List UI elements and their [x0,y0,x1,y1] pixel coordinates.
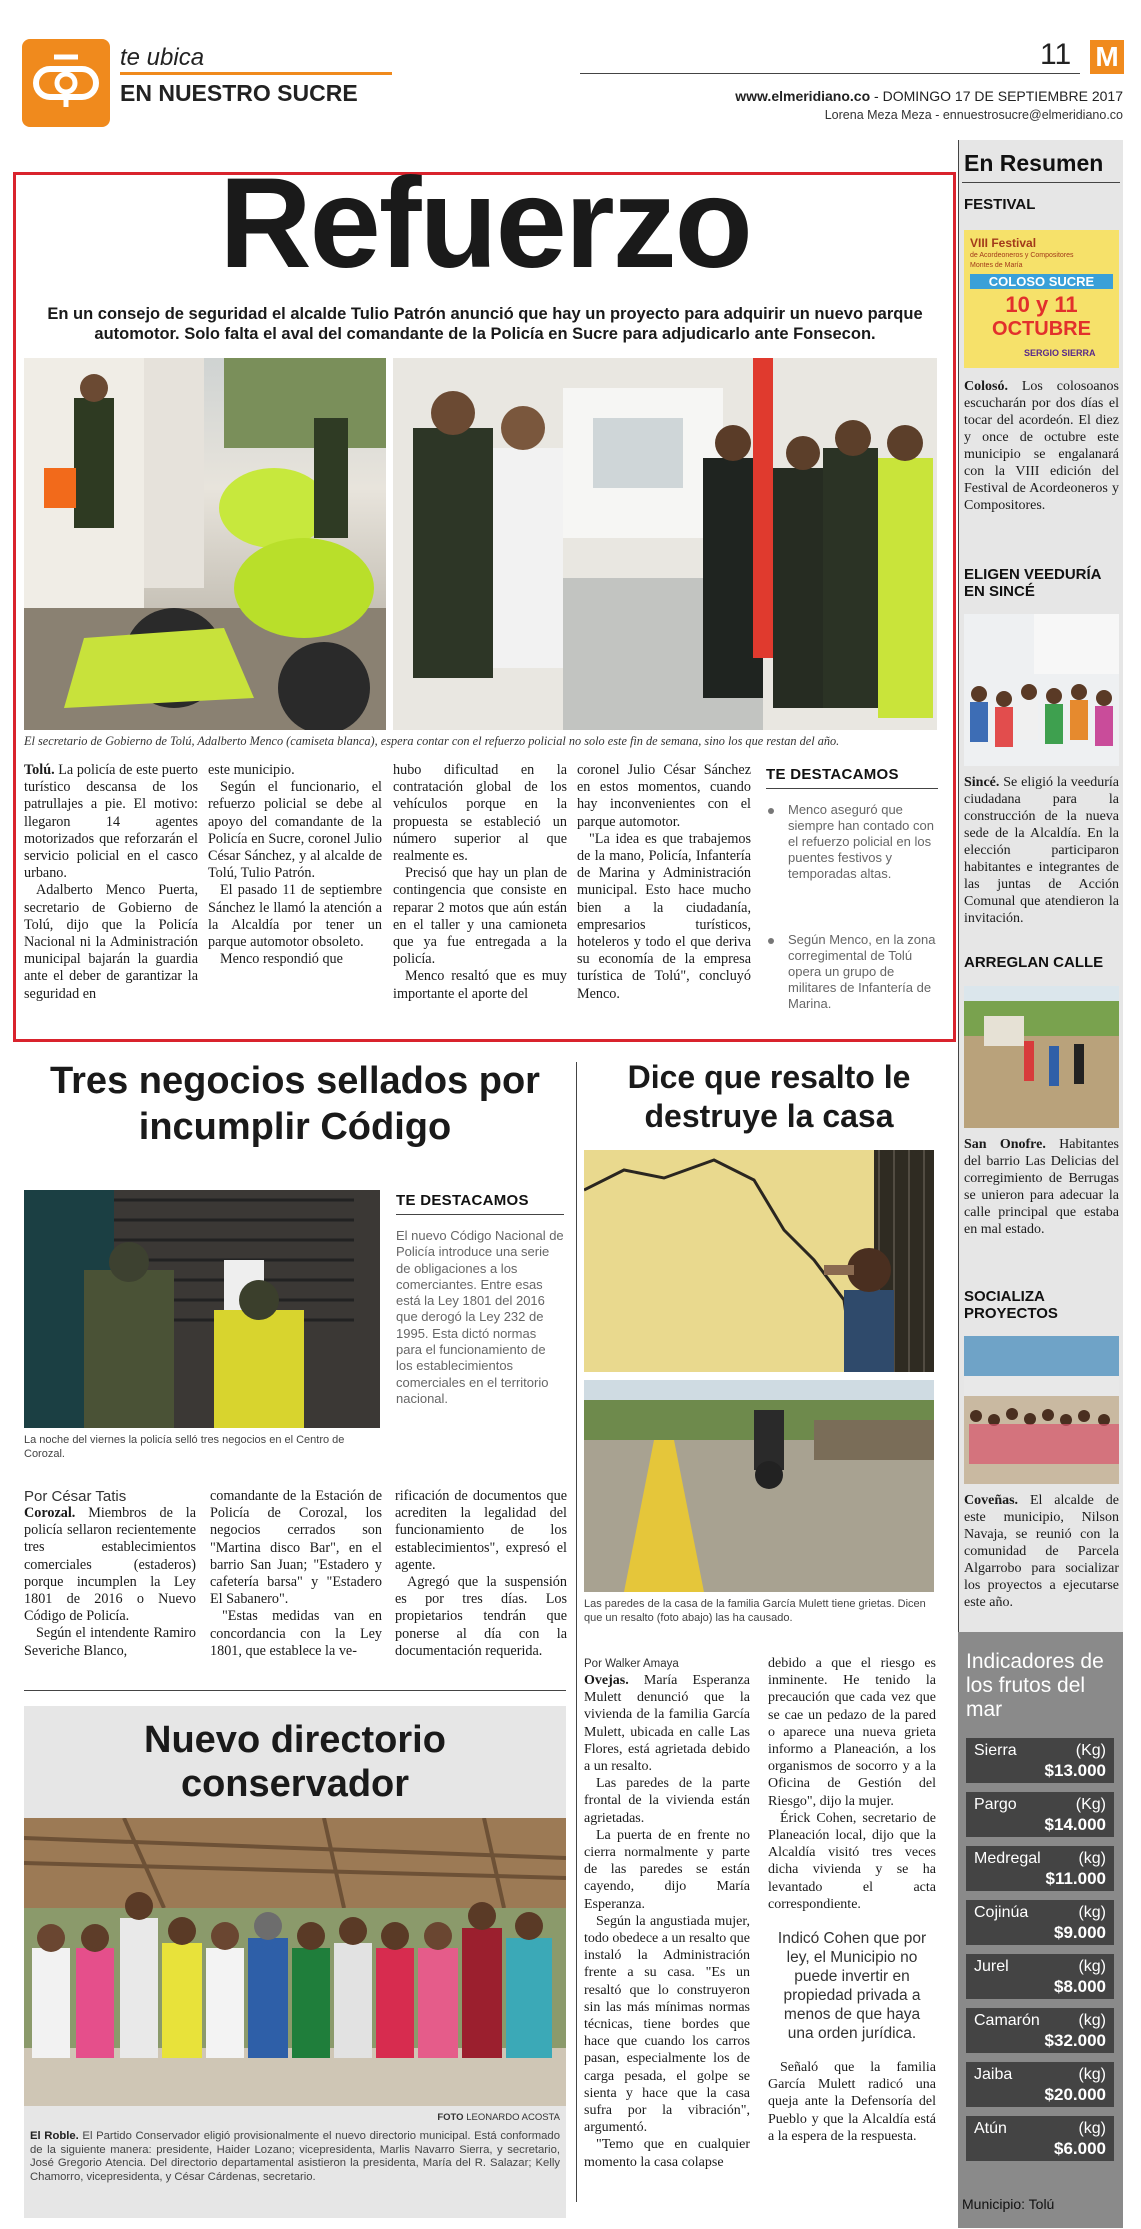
festival-poster-line-1: VIII Festival [970,236,1037,250]
story2-destacamos-text: El nuevo Código Nacional de Policía introduce una serie de obligaciones a los comerciantes. Entre esas está la Ley 1801 del 2016 que derogó la Ley 232 de 1995. Esta dictó normas para el funcionamiento de los establecimientos comerciales en el territorio nacional. [396,1228,564,1406]
photo-speed-bump [584,1380,934,1592]
price-value: $14.000 [1044,1815,1106,1834]
price-row-camaron [966,2008,1114,2053]
story2-byline: Por César Tatis [24,1488,127,1505]
prices-title: Indicadores de los frutos del mar [966,1650,1104,1721]
festival-text [964,378,1119,514]
photo-directorio-group [24,1818,566,2106]
story2-dateline: Corozal. [24,1505,76,1521]
price-row-jurel [966,1954,1114,1999]
story2-destacamos-rule [396,1214,564,1215]
main-col-3 [393,762,567,1003]
site-date-line [735,88,1123,104]
price-unit: (Kg) [1075,1796,1106,1813]
price-row-sierra [966,1738,1114,1783]
price-value: $20.000 [1044,2085,1106,2104]
photo-cracked-wall [584,1150,934,1372]
price-value: $32.000 [1044,2031,1106,2050]
price-unit: (kg) [1078,1850,1106,1867]
price-row-jaiba [966,2062,1114,2107]
calle-dateline: San Onofre. [964,1137,1046,1152]
price-value: $11.000 [1045,1869,1106,1888]
main-bullet-1: Menco aseguró que siempre han contado con el refuerzo policial en los puentes festivos y temporadas altas. [788,802,934,881]
story2-headline: Tres negocios sellados por incumplir Código [50,1060,540,1148]
price-value: $13.000 [1044,1761,1106,1780]
issue-date: DOMINGO 17 DE SEPTIEMBRE 2017 [882,88,1123,104]
calle-heading: ARREGLAN CALLE [964,954,1104,971]
price-row-atun [966,2116,1114,2161]
story3-col1-p5: "Temo que en cualquier momento la casa colapse [584,2137,750,2170]
bullet-dot-icon [768,938,774,944]
price-row-pargo [966,1792,1114,1837]
main-col3-p1: hubo dificultad en la contratación global de los vehículos porque en la propuesta se estableció un número superior al que realmente es. [393,762,567,865]
price-name: Medregal [974,1850,1041,1867]
story2-caption: La noche del viernes la policía selló tres negocios en el Centro de Corozal. [24,1434,345,1460]
story3-col2-p3: Señaló que la familia García Mulett radicó una queja ante la Defensoría del Pueblo y que la Alcaldía está a la espera de la respuesta. [768,2060,936,2144]
section-rule [120,72,392,75]
story3-col1-p3: La puerta de en frente no cierra normalmente y parte de las paredes se están cayendo, dijo María Esperanza. [584,1827,750,1912]
main-col3-p2: Precisó que hay un plan de contingencia que consiste en reparar 2 motos que aún están en el taller y una camioneta que ya fue entregada a la policía. [393,865,567,968]
price-unit: (kg) [1078,2066,1106,2083]
price-name: Sierra [974,1742,1017,1759]
sidebar-title: En Resumen [964,150,1104,176]
photo-motorcycles [24,358,386,730]
festival-poster [964,230,1119,368]
price-unit: (kg) [1078,1958,1106,1975]
festival-poster-line-7: SERGIO SIERRA [1024,348,1096,358]
price-name: Jaiba [974,2066,1013,2083]
story3-col-2 [768,1655,936,2145]
brand-logo [1090,40,1124,74]
price-name: Atún [974,2120,1007,2137]
story3-col1-p4: Según la angustiada mujer, todo obedece a un resalto que instaló la Administración frente a su casa. "Es un resaltó que lo construyeron sin las más mínimas normas técnicas, tiene bordes que hace que cuando los carros pasan, especialmente los de carga pesada, el golpe se sienta y hace que la casa sufra por la vibración", argumentó. [584,1913,750,2136]
price-value: $9.000 [1054,1923,1106,1942]
story3-col1-p2: Las paredes de la parte frontal de la vivienda están agrietadas. [584,1776,750,1826]
main-col-1 [24,762,198,1003]
price-value: $6.000 [1054,2139,1106,2158]
festival-poster-line-6: OCTUBRE [992,318,1091,340]
story2-col2-p1: comandante de la Estación de Policía de Corozal, los negocios cerrados son "Martina disco Bar", en el barrio San Juan; "Estadero y cafetería barsa" y "Estadero El Sabanero". [210,1488,382,1608]
brand-letter: M [1095,41,1119,72]
story2-col3-p2: Agregó que la suspensión es por tres días. Los propietarios tendrán que ponerse al día con la documentación requerida. [395,1574,567,1659]
price-unit: (kg) [1078,2012,1106,2029]
story4-caption-text: El Partido Conservador eligió provisionalmente el nuevo directorio municipal. Está conformado de la siguiente manera: presidente, Haider Lozano; vicepresidenta, Marlis Navarro Sierra, y secretario, José Gregorio Atencia. Del directorio departamental asistieron la presidenta, María del R. Salazar; Kelly Chamorro, vicepresidenta, y César Cárdenas, secretario. [30,2130,560,2183]
story2-col3-p1: rificación de documentos que acrediten la legalidad del funcionamiento de los establecimientos", expresó el agente. [395,1488,567,1573]
story2-col-1 [24,1505,196,1660]
story2-destacamos [396,1192,564,1406]
veeduria-body: Se eligió la veeduría ciudadana para la construcción de la nueva sede de la Alcaldía. En la elección participaron habitantes e integrantes de las juntas de Acción Comunal que atendieron la invitación. [964,775,1119,926]
story3-col-1 [584,1672,750,2171]
story3-col2-p2: Érick Cohen, secretario de Planeación local, dijo que la Alcaldía visitó tres veces dicha vivienda y se ha levantado el acta correspondiente. [768,1810,936,1912]
page-number: 11 [1040,38,1072,71]
photo-credit-label: FOTO [437,2112,464,2123]
story4-caption [30,2130,560,2184]
story2-destacamos-title: TE DESTACAMOS [396,1192,529,1209]
price-name: Jurel [974,1958,1009,1975]
main-col4-p2: "La idea es que trabajemos de la mano, Policía, Infantería de Marina y Administración municipal. Esto hace mucho bien a la ciudadanía, empresarios turísticos, hoteleros y todo el que deriva su economía de la empresa turística de Tolú", concluyó Menco. [577,830,751,1002]
photo-street-repair [964,986,1119,1128]
price-unit: (Kg) [1075,1742,1106,1759]
story2-col-3 [395,1488,567,1660]
price-name: Cojinúa [974,1904,1029,1921]
photo-community-meeting [964,1336,1119,1484]
festival-heading: FESTIVAL [964,196,1036,213]
main-col2-p1: este municipio. [208,762,295,778]
main-col2-p4: Menco respondió que [220,951,343,968]
sidebar-title-rule [962,182,1120,183]
story3-byline: Por Walker Amaya [584,1658,679,1670]
festival-poster-line-3: Montes de María [970,262,1023,269]
proyectos-dateline: Coveñas. [964,1493,1019,1508]
price-unit: (kg) [1078,1904,1106,1921]
story4-headline: Nuevo directorio conservador [144,1719,446,1805]
story3-caption: Las paredes de la casa de la familia García Mulett tiene grietas. Dicen que un resalto (foto abajo) las ha causado. [584,1598,926,1624]
site-url[interactable]: www.elmeridiano.co [735,88,871,104]
location-icon [22,39,110,127]
proyectos-body: El alcalde de este municipio, Nilson Navaja, se reunió con la comunidad de Parcela Algarrobo para socializar los proyectos a ejecutarse este año. [964,1493,1119,1610]
story3-headline: Dice que resalto le destruye la casa [627,1059,911,1134]
story-divider [24,1690,566,1691]
photo-credit-name: LEONARDO ACOSTA [466,2112,560,2123]
story2-col2-p2: "Estas medidas van en concordancia con la Ley 1801, que establece la ve- [210,1608,382,1659]
festival-body: Los colosoanos escucharán por dos días el tocar del acordeón. El diez y once de octubre este municipio se engalanará con la VIII edición del Festival de Acordeoneros y Compositores. [964,379,1119,513]
byline-email: Lorena Meza Meza - ennuestrosucre@elmeridiano.co [824,108,1123,122]
story3-dateline: Ovejas. [584,1673,629,1688]
veeduria-heading: ELIGEN VEEDURÍA EN SINCÉ [964,566,1101,600]
section-logo [22,39,110,127]
prices-footer: Municipio: Tolú [962,2196,1055,2212]
main-dateline: Tolú. [24,762,55,778]
main-caption: El secretario de Gobierno de Tolú, Adalberto Menco (camiseta blanca), espera contar con el refuerzo policial no solo este fin de semana, sino los que restan del año. [24,734,840,748]
column-divider [576,1062,577,2202]
proyectos-heading: SOCIALIZA PROYECTOS [964,1288,1058,1322]
main-col1-text: La policía de este puerto turístico descansa de los patrullajes a pie. El motivo: llegaron 14 agentes motorizados que reforzarán el servicio policial en el casco urbano. [24,762,198,882]
festival-poster-line-4: COLOSO SUCRE [970,274,1113,289]
veeduria-dateline: Sincé. [964,775,1000,790]
story2-col-2 [210,1488,382,1660]
story3-pullquote: Indicó Cohen que por ley, el Municipio no puede invertir en propiedad privada a menos de que haya una orden jurídica. [777,1930,927,2043]
calle-body: Habitantes del barrio Las Delicias del corregimiento de Berrugas se unieron para adecuar la calle principal que estaba en mal estado. [964,1137,1119,1237]
story3-col2-p1: debido a que el riesgo es inminente. He tenido la precaución que cada vez que se cae un pedazo de la pared o aparece una nueva grieta informo a Planeación, a los organismos de socorro y a la Oficina de Gestión del Riesgo", dijo la mujer. [768,1656,936,1809]
story2-col1-p2: Según el intendente Ramiro Severiche Blanco, [24,1625,196,1659]
price-unit: (kg) [1078,2120,1106,2137]
section-name: EN NUESTRO SUCRE [120,80,358,106]
main-col3-p3: Menco resaltó que es muy importante el aporte del [393,968,567,1002]
veeduria-text [964,774,1119,927]
site-date-sep: - [870,88,883,104]
price-row-cojinua [966,1900,1114,1945]
proyectos-text [964,1492,1119,1611]
story4-photo-credit [370,2112,560,2123]
main-destacamos-title: TE DESTACAMOS [766,766,899,783]
price-name: Pargo [974,1796,1017,1813]
main-col4-p1: coronel Julio César Sánchez en estos momentos, cuando hay inconvenientes con el parque automotor. [577,762,751,830]
festival-poster-line-2: de Acordeoneros y Compositores [970,252,1074,259]
story2-col1-text: Miembros de la policía sellaron recientemente tres establecimientos comerciales (estaderos) porque incumplen la Ley 1801 de 2016 o Nuevo Código de Policía. [24,1505,196,1625]
main-col-4 [577,762,751,1003]
main-destacamos [766,766,938,1011]
main-bullet-2: Según Menco, en la zona corregimental de Tolú opera un grupo de militares de Infantería de Marina. [788,932,936,1011]
price-row-medregal [966,1846,1114,1891]
main-col2-p3: El pasado 11 de septiembre Sánchez le llamó la atención a la Alcaldía por tener un parque automotor obsoleto. [208,882,382,951]
photo-police-sealing [24,1190,380,1428]
main-col-2 [208,762,382,968]
bullet-dot-icon [768,808,774,814]
main-col1-p2: Adalberto Menco Puerta, secretario de Gobierno de Tolú, dijo que la Policía Nacional ni la Administración municipal bajarán la guardia ante el deber de garantizar la seguridad en [24,882,198,1002]
main-col2-p2: Según el funcionario, el refuerzo policial se debe al apoyo del comandante de la Policía en Sucre, coronel Julio César Sánchez, y al alcalde de Tolú, Tulio Patrón. [208,779,382,882]
main-deck: En un consejo de seguridad el alcalde Tulio Patrón anunció que hay un proyecto para adquirir un nuevo parque automotor. Solo falta el aval del comandante de la Policía en Sucre para adjudicarlo ante Fonsecon. [47,305,923,343]
main-destacamos-rule [766,788,938,789]
main-headline: Refuerzo [219,152,751,295]
price-value: $8.000 [1054,1977,1106,1996]
header-rule [580,73,1080,74]
calle-text [964,1136,1119,1238]
story4-caption-lead: El Roble. [30,2130,79,2142]
story3-col1-text: María Esperanza Mulett denunció que la vivienda de la familia García Mulett, ubicada en calle Las Flores, está agrietada debido a un resalto. [584,1673,750,1775]
festival-dateline: Colosó. [964,379,1008,394]
photo-veeduria-meeting [964,614,1119,766]
section-prefix: te ubica [120,44,205,71]
festival-poster-line-5: 10 y 11 [1005,292,1078,317]
photo-officers [393,358,937,730]
price-name: Camarón [974,2012,1040,2029]
